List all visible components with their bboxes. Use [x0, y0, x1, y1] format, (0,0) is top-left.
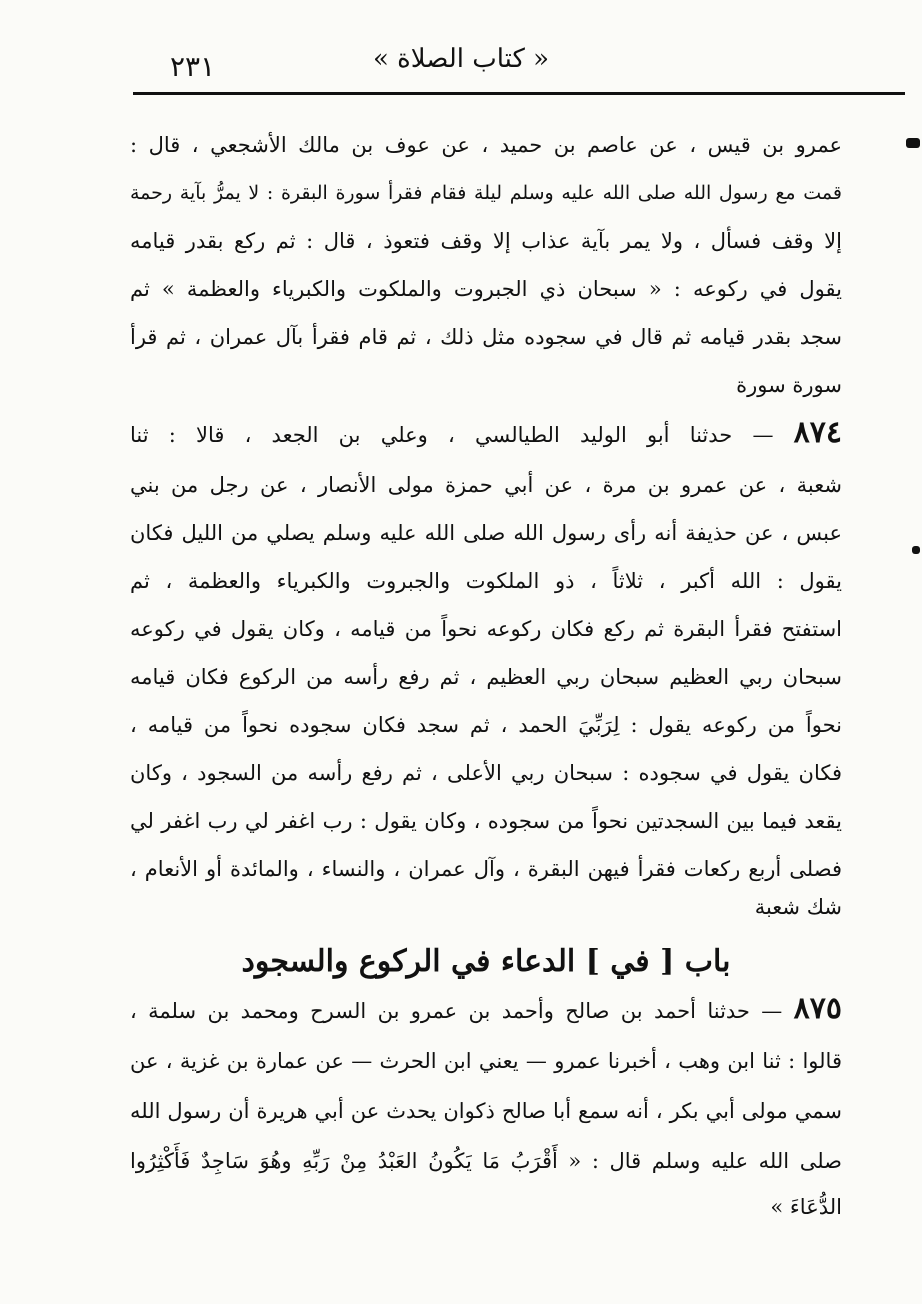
text-line: استفتح فقرأ البقرة ثم ركع فكان ركوعه نحواً من قيامه ، وكان يقول في ركوعه: [130, 617, 842, 641]
text-line: سبحان ربي العظيم سبحان ربي العظيم ، ثم رفع رأسه من الركوع فكان قيامه: [130, 665, 842, 689]
hadith-number: ٨٧٤: [793, 415, 842, 450]
text-line: سجد بقدر قيامه ثم قال في سجوده مثل ذلك ، ثم قام فقرأ بآل عمران ، ثم قرأ: [130, 325, 842, 349]
hadith-874-opening: — حدثنا أبو الوليد الطيالسي ، وعلي بن الجعد ، قالا : ثنا: [130, 423, 774, 447]
text-line: شعبة ، عن عمرو بن مرة ، عن أبي حمزة مولى الأنصار ، عن رجل من بني: [130, 473, 842, 497]
text-line: شك شعبة: [754, 895, 842, 919]
running-header-title: « كتاب الصلاة »: [372, 44, 550, 74]
text-line: سورة سورة: [736, 373, 842, 397]
text-line: يقول : الله أكبر ، ثلاثاً ، ذو الملكوت والجبروت والكبرياء والعظمة ، ثم: [130, 569, 842, 593]
hadith-874-first-line: [130, 415, 842, 450]
text-line: يقول في ركوعه : « سبحان ذي الجبروت والملكوت والكبرياء والعظمة » ثم: [130, 277, 842, 301]
text-line: فصلى أربع ركعات فقرأ فيهن البقرة ، وآل عمران ، والنساء ، والمائدة أو الأنعام ،: [130, 857, 842, 881]
hadith-875-first-line: [130, 991, 842, 1026]
hadith-875-opening: — حدثنا أحمد بن صالح وأحمد بن عمرو بن السرح ومحمد بن سلمة ،: [130, 999, 783, 1023]
text-line: قالوا : ثنا ابن وهب ، أخبرنا عمرو — يعني ابن الحرث — عن عمارة بن غزية ، عن: [130, 1049, 842, 1073]
text-line: فكان يقول في سجوده : سبحان ربي الأعلى ، ثم رفع رأسه من السجود ، وكان: [130, 761, 842, 785]
text-line: نحواً من ركوعه يقول : لِرَبِّيَ الحمد ، ثم سجد فكان سجوده نحواً من قيامه ،: [130, 713, 842, 737]
text-line: صلى الله عليه وسلم قال : « أَقْرَبُ مَا يَكُونُ العَبْدُ مِنْ رَبِّهِ وهُوَ سَاجِدٌ فَأَكْثِرُوا: [130, 1149, 842, 1173]
header-rule: [133, 92, 905, 95]
page-number: ٢٣١: [170, 50, 216, 83]
text-line: عمرو بن قيس ، عن عاصم بن حميد ، عن عوف بن مالك الأشجعي ، قال :: [130, 133, 842, 157]
text-line: قمت مع رسول الله صلى الله عليه وسلم ليلة فقام فقرأ سورة البقرة : لا يمرُّ بآية رحمة: [130, 182, 842, 204]
hadith-number: ٨٧٥: [793, 991, 842, 1026]
scan-edge-mark: [906, 138, 920, 148]
text-line: الدُّعَاءَ »: [770, 1195, 842, 1219]
text-line: يقعد فيما بين السجدتين نحواً من سجوده ، وكان يقول : رب اغفر لي رب اغفر لي: [130, 809, 842, 833]
text-line: سمي مولى أبي بكر ، أنه سمع أبا صالح ذكوان يحدث عن أبي هريرة أن رسول الله: [130, 1099, 842, 1123]
text-line: عبس ، عن حذيفة أنه رأى رسول الله صلى الله عليه وسلم يصلي من الليل فكان: [130, 521, 842, 545]
chapter-heading: باب [ في ] الدعاء في الركوع والسجود: [241, 944, 731, 979]
scan-edge-mark: [912, 546, 920, 554]
text-line: إلا وقف فسأل ، ولا يمر بآية عذاب إلا وقف فتعوذ ، قال : ثم ركع بقدر قيامه: [130, 229, 842, 253]
